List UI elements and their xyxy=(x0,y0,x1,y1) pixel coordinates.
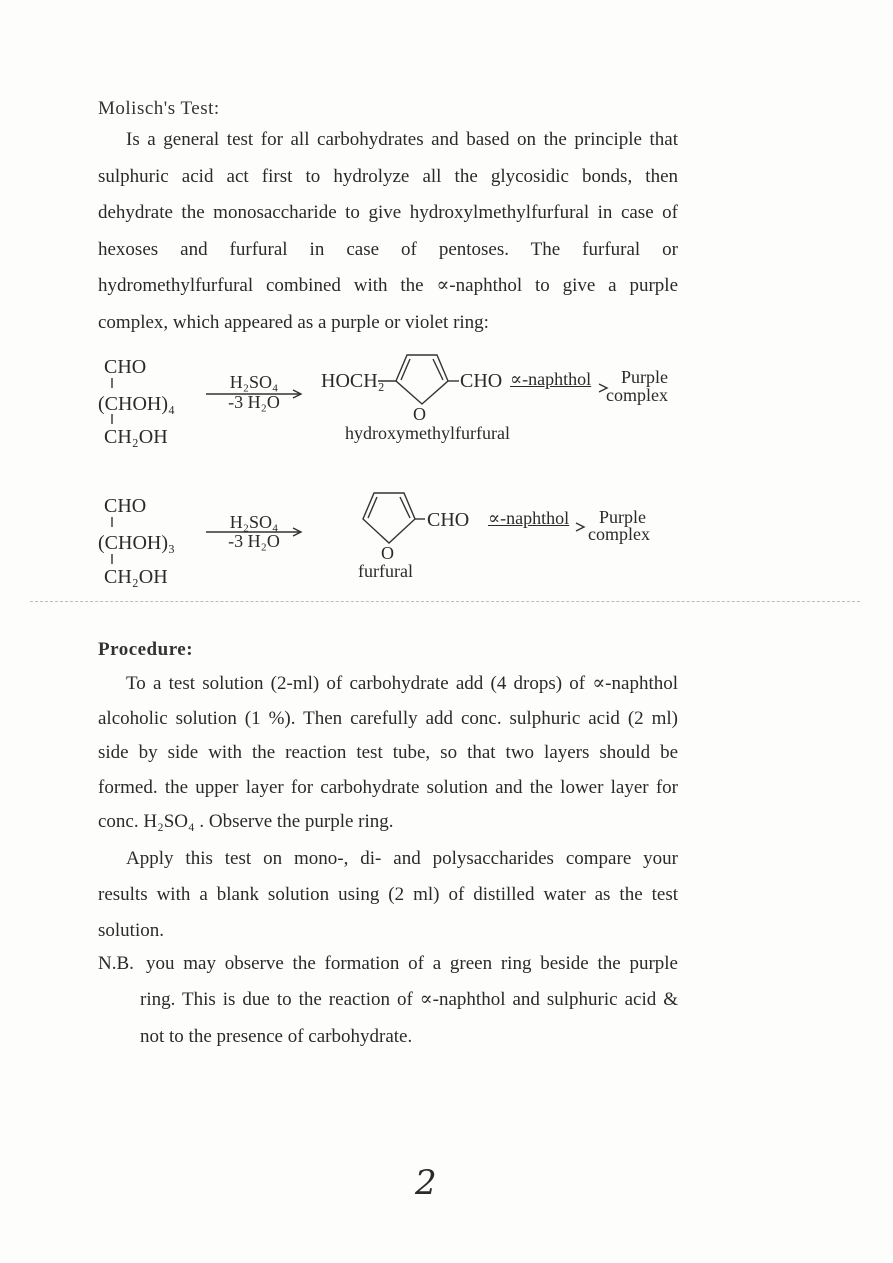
product-hoch2: HOCH₂ xyxy=(321,370,385,392)
reactant-cho: CHO xyxy=(104,356,147,378)
reagent-bottom: -3 H₂O xyxy=(228,392,280,412)
reagent-top: H₂SO₄ xyxy=(229,372,279,392)
paragraph-line: formed. the upper layer for carbohydrate solution and the lower layer for xyxy=(98,776,678,798)
paragraph-line: results with a blank solution using (2 ml) of distilled water as the test xyxy=(98,884,678,905)
double-bond xyxy=(368,497,377,518)
paragraph-line: hexoses and furfural in case of pentoses. The furfural or xyxy=(98,238,678,260)
section-heading-molisch: Molisch's Test: xyxy=(98,98,220,119)
paragraph-line: solution. xyxy=(98,920,164,941)
double-bond xyxy=(401,359,410,380)
nb-paragraph xyxy=(146,946,678,983)
purple-label: Purple xyxy=(621,367,668,387)
paragraph-line: dehydrate the monosaccharide to give hydroxylmethylfurfural in case of xyxy=(98,202,678,223)
paragraph-line: alcoholic solution (1 %). Then carefully add conc. sulphuric acid (2 ml) xyxy=(98,707,678,729)
section-heading-procedure: Procedure: xyxy=(98,639,194,660)
arrow-head xyxy=(576,523,584,531)
furan-ring xyxy=(363,493,415,543)
procedure-paragraph-2 xyxy=(98,841,678,949)
product-cho: CHO xyxy=(427,509,470,531)
reagent-bottom: -3 H₂O xyxy=(228,531,280,551)
ring-oxygen: O xyxy=(381,543,394,563)
nb-paragraph-cont xyxy=(140,982,678,1055)
complex-label: complex xyxy=(588,524,650,544)
complex-label: complex xyxy=(606,385,668,405)
arrow-head xyxy=(599,384,607,392)
reactant-choh: (CHOH)₄ xyxy=(98,393,175,415)
page-number: 2 xyxy=(415,1163,437,1203)
reactant-choh: (CHOH)₃ xyxy=(98,532,175,554)
purple-label: Purple xyxy=(599,507,646,527)
product-name: furfural xyxy=(358,561,413,581)
product-cho: CHO xyxy=(460,370,503,392)
naphthol-reagent: ∝-naphthol xyxy=(510,369,592,389)
double-bond xyxy=(433,359,443,380)
paragraph-line: not to the presence of carbohydrate. xyxy=(140,1025,413,1047)
furan-ring xyxy=(396,355,448,404)
paragraph-line: conc. H₂SO₄ . Observe the purple ring. xyxy=(98,811,394,832)
ring-oxygen: O xyxy=(413,404,426,424)
paragraph-line: ring. This is due to the reaction of ∝-naphthol and sulphuric acid & xyxy=(140,989,678,1010)
section-divider xyxy=(30,601,860,602)
nb-label: N.B. xyxy=(98,953,134,974)
paragraph-line: sulphuric acid act first to hydrolyze all the glycosidic bonds, then xyxy=(98,165,678,187)
paragraph-line: complex, which appeared as a purple or violet ring: xyxy=(98,311,489,333)
reactant-cho: CHO xyxy=(104,495,147,517)
reactant-ch2oh: CH₂OH xyxy=(104,566,168,588)
reactant-ch2oh: CH₂OH xyxy=(104,426,168,448)
paragraph-line: To a test solution (2-ml) of carbohydrate add (4 drops) of ∝-naphthol xyxy=(126,673,678,694)
paragraph-line: hydromethylfurfural combined with the ∝-naphthol to give a purple xyxy=(98,275,678,296)
product-name: hydroxymethylfurfural xyxy=(345,423,510,443)
double-bond xyxy=(400,497,410,518)
paragraph-line: side by side with the reaction test tube, so that two layers should be xyxy=(98,742,678,763)
procedure-paragraph-1 xyxy=(98,667,678,840)
paragraph-line: you may observe the formation of a green ring beside the purple xyxy=(146,953,678,974)
paragraph-line: Apply this test on mono-, di- and polysaccharides compare your xyxy=(126,848,678,869)
paragraph-line: Is a general test for all carbohydrates and based on the principle that xyxy=(126,129,678,150)
reagent-top: H₂SO₄ xyxy=(229,512,279,532)
naphthol-reagent: ∝-naphthol xyxy=(488,508,570,528)
